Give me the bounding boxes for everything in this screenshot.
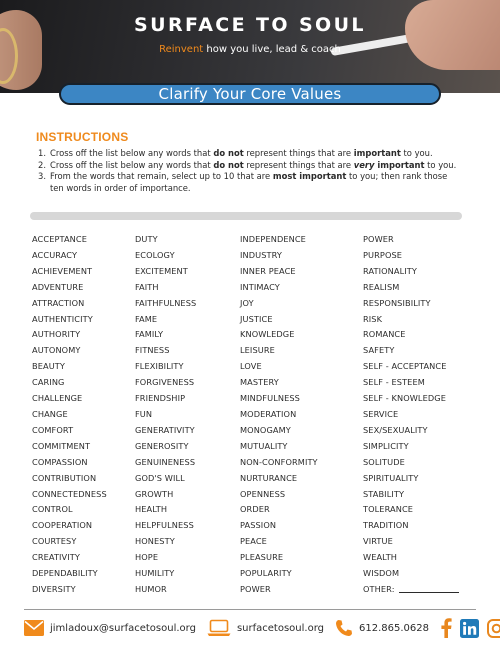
- value-word-text: CHANGE: [32, 408, 68, 419]
- value-word-text: EXCITEMENT: [135, 265, 188, 276]
- value-word: [240, 248, 360, 264]
- value-word-text: COMPASSION: [32, 456, 88, 467]
- value-word-text: TOLERANCE: [363, 504, 414, 515]
- phone-icon: [335, 619, 353, 637]
- footer-phone[interactable]: [335, 619, 429, 637]
- value-word-text: FAME: [135, 313, 158, 324]
- tagline-accent: Reinvent: [159, 44, 204, 55]
- value-word-text: LEISURE: [240, 345, 275, 356]
- value-word: [240, 407, 360, 423]
- value-word-text: PEACE: [240, 536, 267, 547]
- value-word: [240, 312, 360, 328]
- value-word-text: RESPONSIBILITY: [363, 297, 431, 308]
- value-word-text: CONNECTEDNESS: [32, 488, 107, 499]
- value-word: [135, 407, 255, 423]
- instruction-text-part: very: [353, 159, 375, 170]
- value-word-text: ORDER: [240, 504, 270, 515]
- value-word: [32, 391, 152, 407]
- value-word-text: FAITH: [135, 281, 159, 292]
- value-word-text: MONOGAMY: [240, 424, 291, 435]
- value-word: [135, 502, 255, 518]
- value-word-text: PASSION: [240, 520, 277, 531]
- value-word-text: ACHIEVEMENT: [32, 265, 93, 276]
- value-word: [32, 407, 152, 423]
- footer-website[interactable]: [207, 619, 324, 637]
- value-word: [32, 248, 152, 264]
- value-word-text: CARING: [32, 377, 65, 388]
- value-word: [32, 280, 152, 296]
- instruction-text-part: represent things that are: [243, 148, 354, 158]
- value-word-text: FAMILY: [135, 329, 164, 340]
- value-word: [135, 327, 255, 343]
- value-word: [363, 359, 483, 375]
- value-word-text: POWER: [363, 234, 394, 244]
- value-word: [240, 264, 360, 280]
- value-word: [32, 487, 152, 503]
- value-word: [135, 280, 255, 296]
- laptop-icon: [207, 619, 231, 637]
- instruction-item: [38, 160, 458, 172]
- value-word-text: HUMOR: [135, 583, 167, 594]
- value-word-text: ADVENTURE: [32, 281, 84, 292]
- value-word-text: JOY: [240, 297, 254, 308]
- tagline: [0, 44, 500, 55]
- value-word: [135, 248, 255, 264]
- value-word-text: SELF - ESTEEM: [363, 377, 425, 388]
- value-word-text: MUTUALITY: [240, 440, 288, 451]
- facebook-icon: [441, 618, 452, 638]
- instruction-item: [38, 171, 458, 194]
- value-word: [32, 312, 152, 328]
- value-word-text: WISDOM: [363, 568, 400, 579]
- value-word-text: FITNESS: [135, 345, 170, 356]
- value-word-text: CHALLENGE: [32, 393, 83, 404]
- value-word-text: AUTONOMY: [32, 345, 81, 356]
- value-word: [363, 487, 483, 503]
- value-word-text: ACCEPTANCE: [32, 234, 87, 244]
- value-word: [363, 518, 483, 534]
- value-word-text: INTIMACY: [240, 281, 280, 292]
- section-divider: [30, 212, 462, 220]
- value-word: [135, 296, 255, 312]
- value-word-text: GOD'S WILL: [135, 472, 185, 483]
- instruction-text-part: to you.: [400, 148, 433, 158]
- value-word-text: SEX/SEXUALITY: [363, 424, 428, 435]
- value-word-text: SOLITUDE: [363, 456, 405, 467]
- page-title-bar: [59, 83, 441, 105]
- value-word: [135, 518, 255, 534]
- instruction-text-part: Cross off the list below any words that: [50, 159, 214, 170]
- instruction-number: 1.: [38, 148, 46, 158]
- footer-divider: [24, 609, 476, 610]
- value-word: [32, 232, 152, 248]
- value-word: [240, 439, 360, 455]
- value-word-text: SAFETY: [363, 345, 395, 356]
- value-word: [32, 566, 152, 582]
- value-word-text: CREATIVITY: [32, 552, 80, 563]
- value-word: [135, 232, 255, 248]
- page-title: Clarify Your Core Values: [158, 85, 342, 103]
- values-column-4: [363, 232, 483, 598]
- instruction-text-part: do not: [213, 148, 244, 158]
- value-word: [363, 375, 483, 391]
- value-word-text: POWER: [240, 583, 271, 594]
- value-word: [363, 264, 483, 280]
- value-word: [363, 248, 483, 264]
- value-word: [240, 502, 360, 518]
- value-word-text: VIRTUE: [363, 536, 393, 547]
- value-word-text: HUMILITY: [135, 568, 175, 579]
- brand-logo-text: SURFACE TO SOUL: [134, 14, 366, 36]
- instruction-text: [50, 171, 458, 194]
- value-word: [135, 534, 255, 550]
- instructions-heading: INSTRUCTIONS: [36, 130, 129, 144]
- instruction-text-part: From the words that remain, select up to 10 that are: [50, 171, 273, 182]
- instruction-text: [50, 160, 458, 172]
- value-word: [240, 487, 360, 503]
- instagram-icon: [487, 619, 500, 638]
- value-word: [240, 471, 360, 487]
- instruction-text: [50, 148, 458, 160]
- value-word-text: HELPFULNESS: [135, 520, 194, 531]
- values-column-1: [32, 232, 152, 598]
- value-word-text: OTHER:: [363, 583, 395, 594]
- value-word: [363, 423, 483, 439]
- value-word-text: HEALTH: [135, 504, 168, 515]
- value-word-text: AUTHORITY: [32, 329, 81, 340]
- value-word: [363, 296, 483, 312]
- value-word: [135, 375, 255, 391]
- value-word: [32, 296, 152, 312]
- value-word: [363, 327, 483, 343]
- value-word: [240, 391, 360, 407]
- email-icon: [24, 620, 44, 636]
- instruction-text-part: most important: [272, 171, 347, 182]
- value-word: [32, 455, 152, 471]
- value-word: [240, 582, 360, 598]
- value-word: [135, 312, 255, 328]
- value-word: [363, 343, 483, 359]
- instruction-item: [38, 148, 458, 160]
- value-word: [240, 232, 360, 248]
- value-word-text: COMMITMENT: [32, 440, 91, 451]
- value-word: [240, 423, 360, 439]
- value-word: [240, 296, 360, 312]
- value-word: [32, 550, 152, 566]
- value-word: [32, 534, 152, 550]
- value-word-text: CONTRIBUTION: [32, 472, 97, 483]
- value-word-text: RISK: [363, 313, 383, 324]
- value-word-text: MINDFULNESS: [240, 393, 300, 404]
- value-word-text: KNOWLEDGE: [240, 329, 295, 340]
- value-word-text: LOVE: [240, 361, 262, 372]
- value-word: [240, 327, 360, 343]
- value-word: [32, 423, 152, 439]
- value-word-text: CONTROL: [32, 504, 73, 515]
- value-word-text: HONESTY: [135, 536, 175, 547]
- value-word: [363, 455, 483, 471]
- value-word: [363, 439, 483, 455]
- value-word: [363, 534, 483, 550]
- value-word: [363, 566, 483, 582]
- instruction-number: 3.: [38, 171, 46, 182]
- instruction-text-part: important: [353, 148, 401, 158]
- value-word-text: REALISM: [363, 281, 400, 292]
- value-word: [240, 455, 360, 471]
- value-word-text: FRIENDSHIP: [135, 393, 186, 404]
- value-word-text: GENERATIVITY: [135, 424, 195, 435]
- value-word: [135, 550, 255, 566]
- value-word-text: GROWTH: [135, 488, 174, 499]
- value-word-text: ACCURACY: [32, 249, 78, 260]
- value-word: [135, 264, 255, 280]
- value-word: [363, 582, 483, 598]
- instruction-number: 2.: [38, 159, 46, 170]
- value-word-text: JUSTICE: [240, 313, 273, 324]
- instruction-text-part: important: [374, 159, 425, 170]
- value-word-text: SPIRITUALITY: [363, 472, 419, 483]
- value-word-text: INDUSTRY: [240, 249, 283, 260]
- value-word-text: RATIONALITY: [363, 265, 417, 276]
- value-word-text: DUTY: [135, 234, 158, 244]
- instruction-text-part: Cross off the list below any words that: [50, 148, 214, 158]
- footer-email-text[interactable]: jimladoux@surfacetosoul.org: [50, 622, 196, 634]
- value-word: [32, 582, 152, 598]
- value-word: [135, 455, 255, 471]
- values-column-2: [135, 232, 255, 598]
- value-word: [32, 343, 152, 359]
- value-word-text: SELF - KNOWLEDGE: [363, 393, 446, 404]
- value-word: [363, 471, 483, 487]
- footer: [24, 616, 482, 640]
- value-word-text: COURTESY: [32, 536, 77, 547]
- value-word-text: SELF - ACCEPTANCE: [363, 361, 447, 372]
- instruction-text-part: to you.: [424, 159, 457, 170]
- footer-phone-text[interactable]: 612.865.0628: [358, 622, 429, 634]
- value-word-text: DIVERSITY: [32, 583, 76, 594]
- facebook-link[interactable]: [441, 618, 452, 638]
- values-column-3: [240, 232, 360, 598]
- value-word: [135, 566, 255, 582]
- value-word-text: MODERATION: [240, 408, 297, 419]
- value-word: [135, 439, 255, 455]
- value-word: [32, 439, 152, 455]
- value-word-text: BEAUTY: [32, 361, 65, 372]
- value-word-text: FAITHFULNESS: [135, 297, 197, 308]
- value-word-text: SIMPLICITY: [363, 440, 409, 451]
- value-word-text: POPULARITY: [240, 568, 292, 579]
- value-word: [240, 375, 360, 391]
- value-word: [32, 502, 152, 518]
- instruction-text-part: to you; then rank those ten words in order of importance.: [50, 171, 448, 193]
- value-word: [240, 550, 360, 566]
- value-word: [240, 343, 360, 359]
- value-word-text: OPENNESS: [240, 488, 286, 499]
- value-word-text: DEPENDABILITY: [32, 568, 98, 579]
- value-word-text: INDEPENDENCE: [240, 234, 306, 244]
- value-word: [32, 375, 152, 391]
- value-word: [32, 471, 152, 487]
- value-word: [135, 343, 255, 359]
- value-word: [240, 359, 360, 375]
- value-word-text: COOPERATION: [32, 520, 93, 531]
- value-word-text: PURPOSE: [363, 249, 403, 260]
- value-word-text: COMFORT: [32, 424, 74, 435]
- value-word: [135, 391, 255, 407]
- value-word: [240, 534, 360, 550]
- value-word: [363, 391, 483, 407]
- value-word: [240, 566, 360, 582]
- value-word-text: ECOLOGY: [135, 249, 175, 260]
- value-word-text: SERVICE: [363, 408, 399, 419]
- value-word: [135, 359, 255, 375]
- value-word: [32, 518, 152, 534]
- instructions-list: [38, 148, 458, 194]
- value-word: [363, 280, 483, 296]
- value-word-text: GENEROSITY: [135, 440, 189, 451]
- value-word-text: TRADITION: [363, 520, 409, 531]
- value-word-text: FUN: [135, 408, 153, 419]
- value-word: [363, 232, 483, 248]
- value-word: [363, 550, 483, 566]
- value-word: [135, 487, 255, 503]
- value-word-text: GENUINENESS: [135, 456, 196, 467]
- value-word: [363, 312, 483, 328]
- header-banner: [0, 0, 500, 93]
- value-word-text: WEALTH: [363, 552, 398, 563]
- value-word-text: STABILITY: [363, 488, 405, 499]
- instruction-text-part: represent things that are: [243, 159, 354, 170]
- value-word-text: ROMANCE: [363, 329, 406, 340]
- value-word-text: ATTRACTION: [32, 297, 85, 308]
- value-word: [135, 582, 255, 598]
- footer-website-text[interactable]: surfacetosoul.org: [236, 622, 324, 634]
- value-word: [363, 407, 483, 423]
- value-word: [32, 327, 152, 343]
- value-word-text: FORGIVENESS: [135, 377, 195, 388]
- other-fill-line[interactable]: [399, 584, 459, 593]
- linkedin-link[interactable]: [460, 619, 479, 638]
- value-word: [135, 471, 255, 487]
- value-word-text: AUTHENTICITY: [32, 313, 93, 324]
- value-word-text: NON-CONFORMITY: [240, 456, 318, 467]
- value-word: [135, 423, 255, 439]
- value-word-text: PLEASURE: [240, 552, 284, 563]
- value-word: [240, 280, 360, 296]
- tagline-rest: how you live, lead & coach: [203, 44, 341, 55]
- footer-email[interactable]: [24, 620, 196, 636]
- value-word-text: HOPE: [135, 552, 159, 563]
- value-word-text: FLEXIBILITY: [135, 361, 184, 372]
- value-word-text: INNER PEACE: [240, 265, 296, 276]
- value-word-text: MASTERY: [240, 377, 279, 388]
- value-word: [240, 518, 360, 534]
- value-word: [32, 264, 152, 280]
- value-word-text: NURTURANCE: [240, 472, 298, 483]
- linkedin-icon: [460, 619, 479, 638]
- instagram-link[interactable]: [487, 619, 500, 638]
- value-word: [363, 502, 483, 518]
- value-word: [32, 359, 152, 375]
- instruction-text-part: do not: [213, 159, 244, 170]
